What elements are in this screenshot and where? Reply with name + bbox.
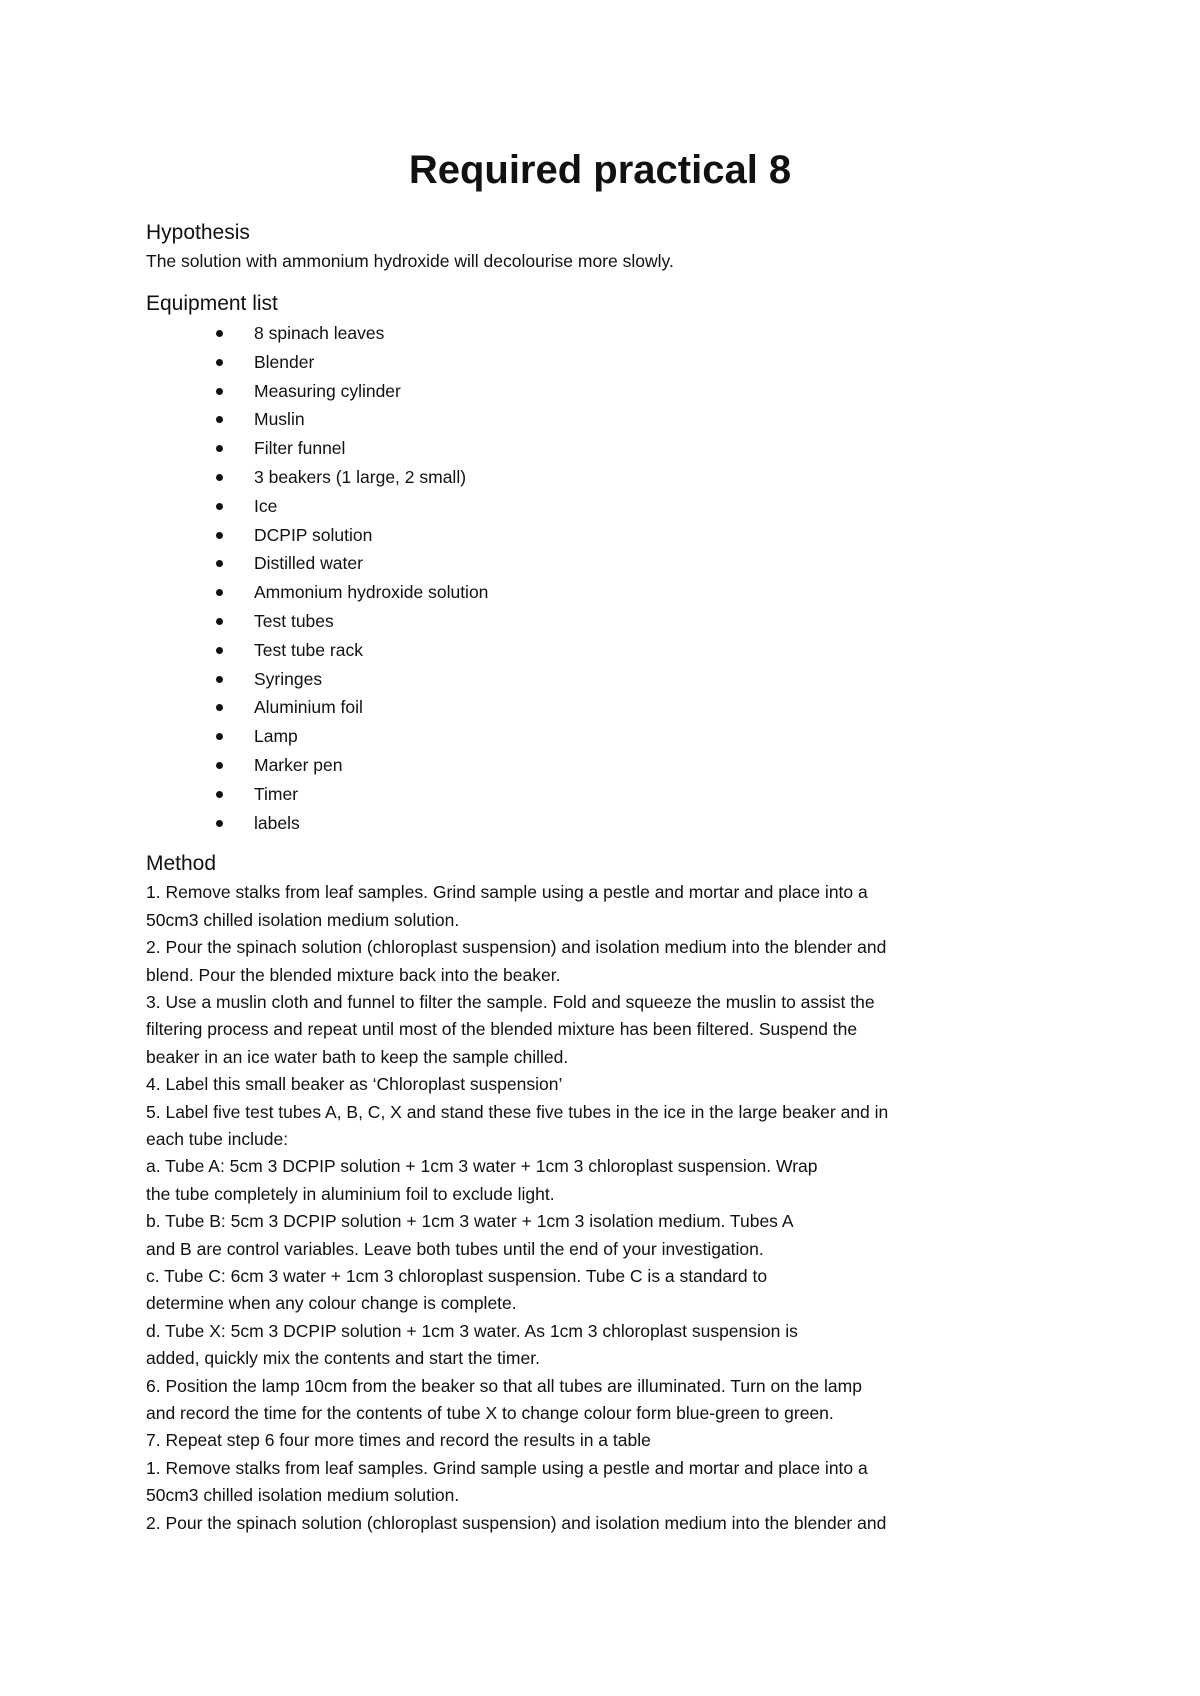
bullet-icon [216, 704, 223, 711]
list-item [216, 751, 1046, 780]
list-item-text: Ice [254, 495, 278, 516]
list-item [216, 809, 1046, 838]
bullet-icon [216, 647, 223, 654]
method-text [146, 879, 1046, 1537]
list-item [216, 578, 1046, 607]
list-item-text: DCPIP solution [254, 524, 373, 545]
method-line: added, quickly mix the contents and start the timer. [146, 1348, 540, 1369]
list-item [216, 665, 1046, 694]
method-line: beaker in an ice water bath to keep the sample chilled. [146, 1046, 569, 1067]
method-line: 1. Remove stalks from leaf samples. Grind sample using a pestle and mortar and place into a [146, 882, 868, 903]
bullet-icon [216, 733, 223, 740]
method-line: a. Tube A: 5cm 3 DCPIP solution + 1cm 3 water + 1cm 3 chloroplast suspension. Wrap [146, 1156, 818, 1177]
method-line: 7. Repeat step 6 four more times and record the results in a table [146, 1430, 651, 1451]
method-line: 2. Pour the spinach solution (chloroplast suspension) and isolation medium into the blender and [146, 1512, 887, 1533]
list-item-text: Test tubes [254, 610, 334, 631]
list-item-text: Timer [254, 783, 299, 804]
bullet-icon [216, 589, 223, 596]
list-item [216, 521, 1046, 550]
list-item [216, 722, 1046, 751]
method-line: and B are control variables. Leave both tubes until the end of your investigation. [146, 1238, 764, 1259]
list-item [216, 492, 1046, 521]
hypothesis-text: The solution with ammonium hydroxide will decolourise more slowly. [146, 251, 674, 271]
method-line: 4. Label this small beaker as ‘Chloroplast suspension’ [146, 1074, 563, 1095]
list-item [216, 636, 1046, 665]
bullet-icon [216, 416, 223, 423]
list-item-text: Filter funnel [254, 438, 346, 459]
list-item-text: Test tube rack [254, 639, 363, 660]
list-item [216, 780, 1046, 809]
bullet-icon [216, 791, 223, 798]
list-item-text: Marker pen [254, 754, 343, 775]
hypothesis-heading: Hypothesis [146, 221, 250, 244]
bullet-icon [216, 820, 223, 827]
bullet-icon [216, 330, 223, 337]
bullet-icon [216, 532, 223, 539]
list-item-text: Ammonium hydroxide solution [254, 582, 489, 603]
method-line: 50cm3 chilled isolation medium solution. [146, 1485, 460, 1506]
list-item [216, 549, 1046, 578]
bullet-icon [216, 474, 223, 481]
list-item [216, 377, 1046, 406]
list-item-text: Aluminium foil [254, 697, 363, 718]
list-item-text: 3 beakers (1 large, 2 small) [254, 466, 467, 487]
list-item-text: Measuring cylinder [254, 380, 401, 401]
method-line: filtering process and repeat until most of the blended mixture has been filtered. Suspend the [146, 1019, 858, 1040]
list-item-text: labels [254, 812, 300, 833]
method-line: the tube completely in aluminium foil to exclude light. [146, 1183, 555, 1204]
bullet-icon [216, 762, 223, 769]
method-line: 3. Use a muslin cloth and funnel to filter the sample. Fold and squeeze the muslin to assist the [146, 991, 875, 1012]
list-item-text: Syringes [254, 668, 323, 689]
equipment-heading: Equipment list [146, 292, 278, 315]
bullet-icon [216, 503, 223, 510]
page-title: Required practical 8 [408, 148, 792, 192]
list-item [216, 607, 1046, 636]
list-item [216, 348, 1046, 377]
list-item-text: Distilled water [254, 553, 363, 574]
method-line: c. Tube C: 6cm 3 water + 1cm 3 chloroplast suspension. Tube C is a standard to [146, 1266, 768, 1287]
bullet-icon [216, 388, 223, 395]
list-item [216, 693, 1046, 722]
list-item-text: Lamp [254, 726, 298, 747]
method-line: determine when any colour change is complete. [146, 1293, 517, 1314]
bullet-icon [216, 618, 223, 625]
list-item [216, 405, 1046, 434]
method-line: 6. Position the lamp 10cm from the beaker so that all tubes are illuminated. Turn on the lamp [146, 1375, 862, 1396]
method-heading: Method [146, 852, 217, 876]
list-item-text: Muslin [254, 409, 305, 430]
bullet-icon [216, 359, 223, 366]
list-item [216, 434, 1046, 463]
method-line: 2. Pour the spinach solution (chloroplast suspension) and isolation medium into the blender and [146, 937, 887, 958]
method-line: d. Tube X: 5cm 3 DCPIP solution + 1cm 3 water. As 1cm 3 chloroplast suspension is [146, 1320, 798, 1341]
equipment-list [146, 319, 1046, 837]
method-line: 1. Remove stalks from leaf samples. Grind sample using a pestle and mortar and place into a [146, 1457, 868, 1478]
list-item-text: Blender [254, 351, 315, 372]
bullet-icon [216, 676, 223, 683]
list-item [216, 463, 1046, 492]
method-line: and record the time for the contents of tube X to change colour form blue-green to green. [146, 1403, 834, 1424]
method-line: b. Tube B: 5cm 3 DCPIP solution + 1cm 3 water + 1cm 3 isolation medium. Tubes A [146, 1211, 794, 1232]
method-line: each tube include: [146, 1129, 289, 1149]
list-item-text: 8 spinach leaves [254, 323, 385, 343]
list-item [216, 319, 1046, 348]
bullet-icon [216, 445, 223, 452]
method-line: blend. Pour the blended mixture back into the beaker. [146, 964, 561, 985]
method-line: 5. Label five test tubes A, B, C, X and stand these five tubes in the ice in the large beaker and in [146, 1101, 889, 1122]
document-body [146, 218, 1046, 1537]
bullet-icon [216, 560, 223, 567]
method-line: 50cm3 chilled isolation medium solution. [146, 909, 460, 930]
